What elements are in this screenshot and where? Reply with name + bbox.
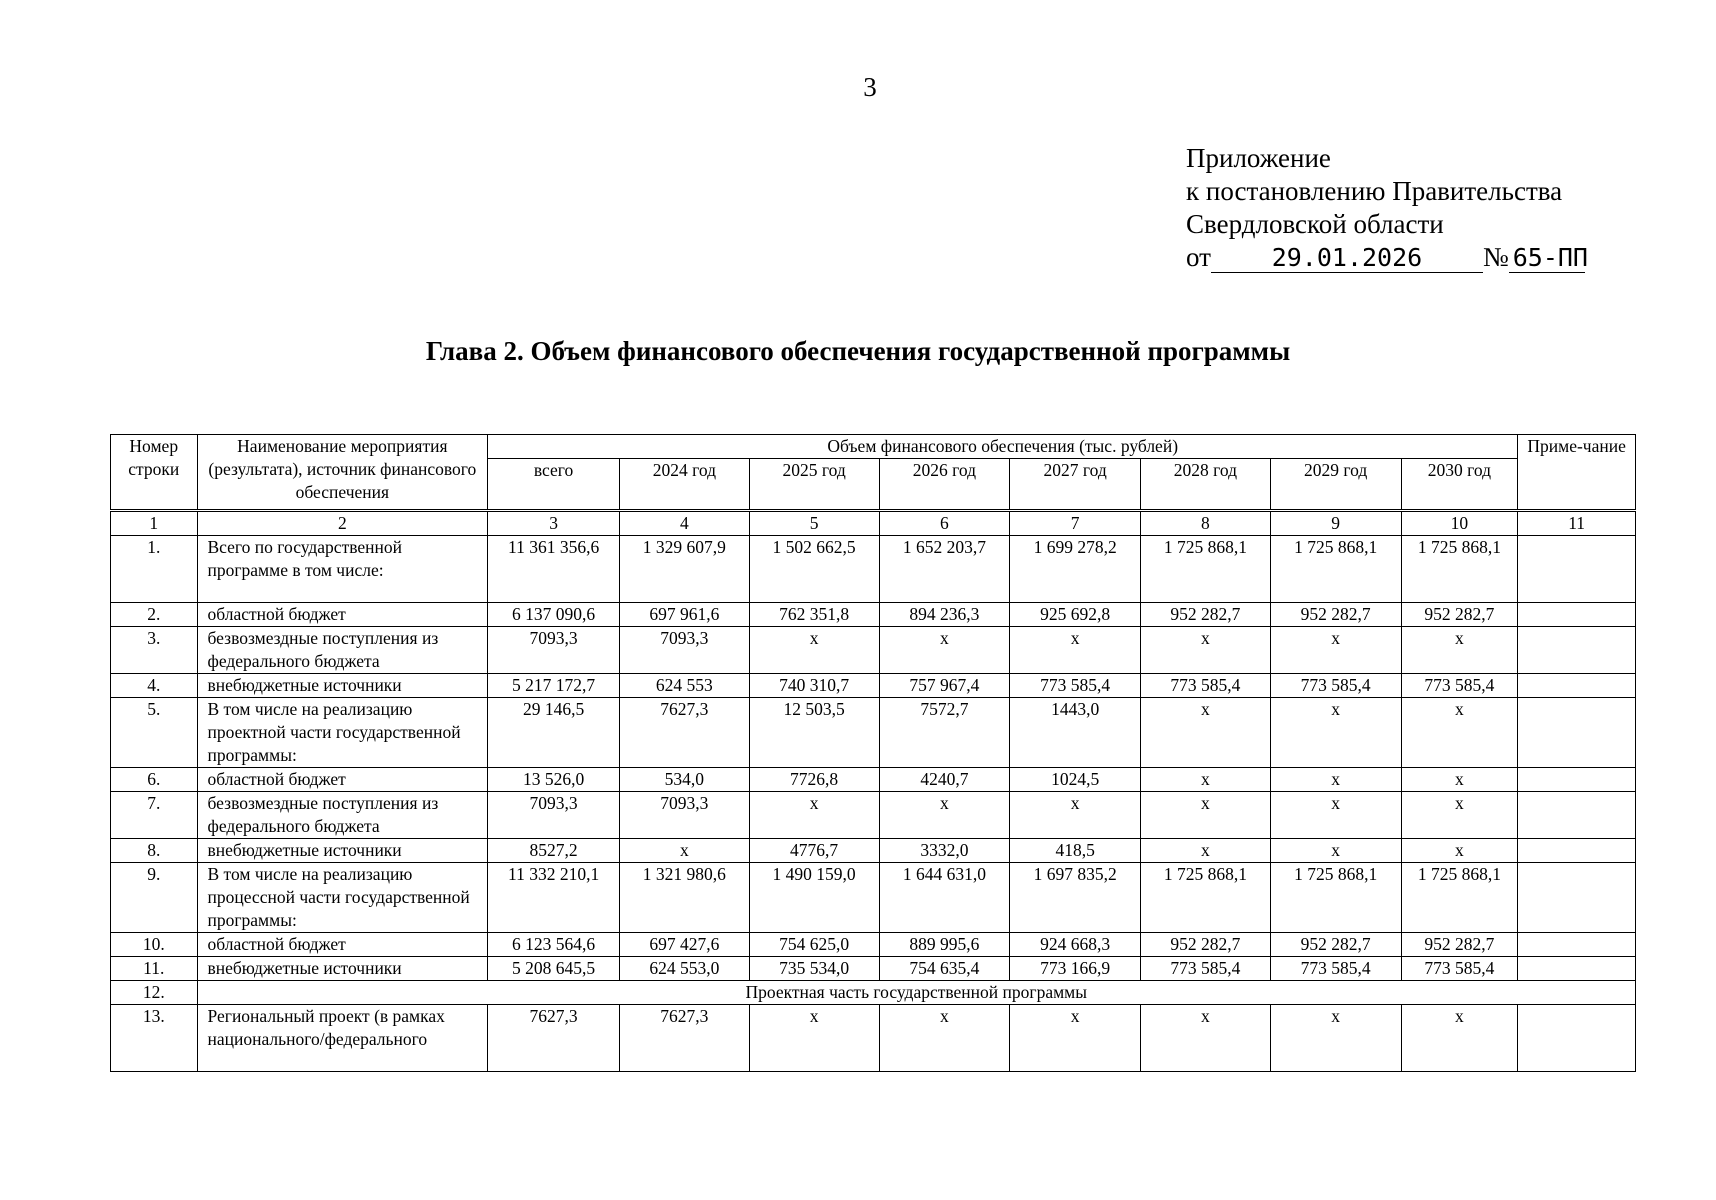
appendix-line-2: к постановлению Правительства	[1186, 176, 1563, 206]
value-cell: 952 282,7	[1141, 603, 1271, 627]
value-cell: x	[1270, 1005, 1401, 1072]
row-name: областной бюджет	[197, 768, 488, 792]
value-cell: 7572,7	[879, 698, 1010, 768]
table-row	[111, 863, 1636, 933]
value-cell: 1 502 662,5	[749, 536, 879, 603]
table-row	[111, 933, 1636, 957]
row-number: 5.	[111, 698, 198, 768]
value-cell: 1 725 868,1	[1270, 863, 1401, 933]
header-year: 2029 год	[1270, 459, 1401, 511]
value-cell: 773 585,4	[1401, 674, 1518, 698]
value-cell: x	[1141, 768, 1271, 792]
value-cell: 7627,3	[488, 1005, 620, 1072]
value-cell: 1443,0	[1010, 698, 1141, 768]
value-cell: x	[1270, 627, 1401, 674]
row-number: 12.	[111, 981, 198, 1005]
row-number: 3.	[111, 627, 198, 674]
value-cell: x	[1401, 839, 1518, 863]
header-year: всего	[488, 459, 620, 511]
column-number: 5	[749, 511, 879, 536]
header-year: 2027 год	[1010, 459, 1141, 511]
row-number: 2.	[111, 603, 198, 627]
appendix-line-3: Свердловской области	[1186, 209, 1444, 239]
document-date: 29.01.2026	[1211, 244, 1483, 273]
section-label: Проектная часть государственной программы	[197, 981, 1636, 1005]
row-name: Региональный проект (в рамках национального/федерального	[197, 1005, 488, 1072]
value-cell: x	[1010, 627, 1141, 674]
header-year: 2028 год	[1141, 459, 1271, 511]
value-cell: x	[1141, 698, 1271, 768]
value-cell: 12 503,5	[749, 698, 879, 768]
value-cell: 29 146,5	[488, 698, 620, 768]
value-cell: x	[1270, 698, 1401, 768]
note-cell	[1518, 536, 1636, 603]
value-cell: x	[1401, 768, 1518, 792]
value-cell: 952 282,7	[1270, 933, 1401, 957]
value-cell: 1 699 278,2	[1010, 536, 1141, 603]
column-number: 6	[879, 511, 1010, 536]
financing-table	[110, 434, 1636, 1072]
value-cell: x	[749, 627, 879, 674]
note-cell	[1518, 863, 1636, 933]
table-row	[111, 536, 1636, 603]
value-cell: x	[1401, 1005, 1518, 1072]
value-cell: 624 553	[619, 674, 749, 698]
table-row	[111, 792, 1636, 839]
row-name: областной бюджет	[197, 933, 488, 957]
appendix-block	[1186, 142, 1588, 274]
header-year: 2025 год	[749, 459, 879, 511]
value-cell: 534,0	[619, 768, 749, 792]
table-row	[111, 603, 1636, 627]
note-cell	[1518, 698, 1636, 768]
value-cell: 1 725 868,1	[1270, 536, 1401, 603]
value-cell: 11 332 210,1	[488, 863, 620, 933]
value-cell: 773 585,4	[1401, 957, 1518, 981]
value-cell: x	[1010, 792, 1141, 839]
value-cell: x	[1401, 627, 1518, 674]
value-cell: 3332,0	[879, 839, 1010, 863]
row-name: В том числе на реализацию процессной части государственной программы:	[197, 863, 488, 933]
value-cell: 7093,3	[619, 792, 749, 839]
value-cell: 7627,3	[619, 1005, 749, 1072]
value-cell: 6 137 090,6	[488, 603, 620, 627]
page-number: 3	[863, 72, 877, 102]
value-cell: x	[619, 839, 749, 863]
table-row	[111, 1005, 1636, 1072]
value-cell: 773 166,9	[1010, 957, 1141, 981]
row-number: 6.	[111, 768, 198, 792]
value-cell: 8527,2	[488, 839, 620, 863]
value-cell: x	[1141, 792, 1271, 839]
value-cell: 624 553,0	[619, 957, 749, 981]
column-number: 9	[1270, 511, 1401, 536]
value-cell: 754 635,4	[879, 957, 1010, 981]
value-cell: 697 427,6	[619, 933, 749, 957]
column-number: 7	[1010, 511, 1141, 536]
value-cell: 7093,3	[488, 792, 620, 839]
value-cell: 889 995,6	[879, 933, 1010, 957]
value-cell: 7093,3	[488, 627, 620, 674]
table-row	[111, 698, 1636, 768]
value-cell: 1024,5	[1010, 768, 1141, 792]
column-number: 4	[619, 511, 749, 536]
row-number: 9.	[111, 863, 198, 933]
row-name: внебюджетные источники	[197, 839, 488, 863]
note-cell	[1518, 957, 1636, 981]
row-number: 8.	[111, 839, 198, 863]
note-cell	[1518, 768, 1636, 792]
table-row	[111, 957, 1636, 981]
value-cell: 924 668,3	[1010, 933, 1141, 957]
row-number: 11.	[111, 957, 198, 981]
header-note: Приме-чание	[1518, 435, 1636, 511]
value-cell: x	[1270, 839, 1401, 863]
column-number: 10	[1401, 511, 1518, 536]
header-year: 2024 год	[619, 459, 749, 511]
column-number: 11	[1518, 511, 1636, 536]
table-row	[111, 768, 1636, 792]
row-name: Всего по государственной программе в том числе:	[197, 536, 488, 603]
row-name: областной бюджет	[197, 603, 488, 627]
value-cell: 1 321 980,6	[619, 863, 749, 933]
table-row	[111, 627, 1636, 674]
value-cell: 13 526,0	[488, 768, 620, 792]
value-cell: 1 697 835,2	[1010, 863, 1141, 933]
value-cell: 952 282,7	[1401, 603, 1518, 627]
value-cell: 735 534,0	[749, 957, 879, 981]
value-cell: x	[749, 792, 879, 839]
header-row-1	[111, 435, 1636, 459]
column-number: 1	[111, 511, 198, 536]
value-cell: 1 725 868,1	[1141, 536, 1271, 603]
value-cell: 4776,7	[749, 839, 879, 863]
note-cell	[1518, 933, 1636, 957]
value-cell: 1 725 868,1	[1401, 536, 1518, 603]
value-cell: 1 490 159,0	[749, 863, 879, 933]
row-name: В том числе на реализацию проектной части государственной программы:	[197, 698, 488, 768]
row-name: внебюджетные источники	[197, 957, 488, 981]
appendix-date-line	[1186, 241, 1588, 274]
value-cell: x	[879, 1005, 1010, 1072]
row-number: 13.	[111, 1005, 198, 1072]
value-cell: 952 282,7	[1270, 603, 1401, 627]
value-cell: 5 217 172,7	[488, 674, 620, 698]
document-number: 65-ПП	[1509, 244, 1585, 273]
value-cell: 7726,8	[749, 768, 879, 792]
table-row	[111, 839, 1636, 863]
table-row	[111, 674, 1636, 698]
value-cell: 697 961,6	[619, 603, 749, 627]
column-number: 2	[197, 511, 488, 536]
row-name: безвозмездные поступления из федерального бюджета	[197, 627, 488, 674]
row-number: 1.	[111, 536, 198, 603]
row-number: 10.	[111, 933, 198, 957]
number-prefix: №	[1482, 242, 1509, 272]
value-cell: x	[1270, 792, 1401, 839]
value-cell: 1 725 868,1	[1401, 863, 1518, 933]
value-cell: x	[879, 627, 1010, 674]
value-cell: 757 967,4	[879, 674, 1010, 698]
row-number: 7.	[111, 792, 198, 839]
value-cell: x	[1401, 698, 1518, 768]
value-cell: x	[749, 1005, 879, 1072]
note-cell	[1518, 603, 1636, 627]
header-year: 2026 год	[879, 459, 1010, 511]
header-year: 2030 год	[1401, 459, 1518, 511]
note-cell	[1518, 1005, 1636, 1072]
value-cell: 773 585,4	[1141, 674, 1271, 698]
value-cell: x	[1141, 839, 1271, 863]
appendix-line-1: Приложение	[1186, 143, 1331, 173]
value-cell: 1 652 203,7	[879, 536, 1010, 603]
value-cell: 1 725 868,1	[1141, 863, 1271, 933]
header-volume: Объем финансового обеспечения (тыс. рублей)	[488, 435, 1518, 459]
value-cell: x	[1141, 627, 1271, 674]
header-name: Наименование мероприятия (результата), источник финансового обеспечения	[197, 435, 488, 511]
column-number: 3	[488, 511, 620, 536]
value-cell: x	[879, 792, 1010, 839]
value-cell: 773 585,4	[1270, 957, 1401, 981]
value-cell: 7093,3	[619, 627, 749, 674]
value-cell: 11 361 356,6	[488, 536, 620, 603]
value-cell: 4240,7	[879, 768, 1010, 792]
date-prefix: от	[1186, 242, 1211, 272]
value-cell: 773 585,4	[1010, 674, 1141, 698]
value-cell: x	[1010, 1005, 1141, 1072]
value-cell: 894 236,3	[879, 603, 1010, 627]
row-name: внебюджетные источники	[197, 674, 488, 698]
row-name: безвозмездные поступления из федерального бюджета	[197, 792, 488, 839]
value-cell: 418,5	[1010, 839, 1141, 863]
header-row-number: Номер строки	[111, 435, 198, 511]
column-number-row	[111, 511, 1636, 536]
value-cell: 754 625,0	[749, 933, 879, 957]
value-cell: 925 692,8	[1010, 603, 1141, 627]
note-cell	[1518, 674, 1636, 698]
value-cell: 5 208 645,5	[488, 957, 620, 981]
row-number: 4.	[111, 674, 198, 698]
value-cell: x	[1270, 768, 1401, 792]
note-cell	[1518, 792, 1636, 839]
value-cell: 762 351,8	[749, 603, 879, 627]
chapter-title: Глава 2. Объем финансового обеспечения государственной программы	[425, 336, 1291, 366]
value-cell: 1 644 631,0	[879, 863, 1010, 933]
value-cell: x	[1141, 1005, 1271, 1072]
value-cell: 773 585,4	[1141, 957, 1271, 981]
column-number: 8	[1141, 511, 1271, 536]
value-cell: 952 282,7	[1401, 933, 1518, 957]
section-row	[111, 981, 1636, 1005]
value-cell: x	[1401, 792, 1518, 839]
note-cell	[1518, 627, 1636, 674]
note-cell	[1518, 839, 1636, 863]
value-cell: 7627,3	[619, 698, 749, 768]
value-cell: 6 123 564,6	[488, 933, 620, 957]
value-cell: 740 310,7	[749, 674, 879, 698]
value-cell: 1 329 607,9	[619, 536, 749, 603]
value-cell: 952 282,7	[1141, 933, 1271, 957]
value-cell: 773 585,4	[1270, 674, 1401, 698]
